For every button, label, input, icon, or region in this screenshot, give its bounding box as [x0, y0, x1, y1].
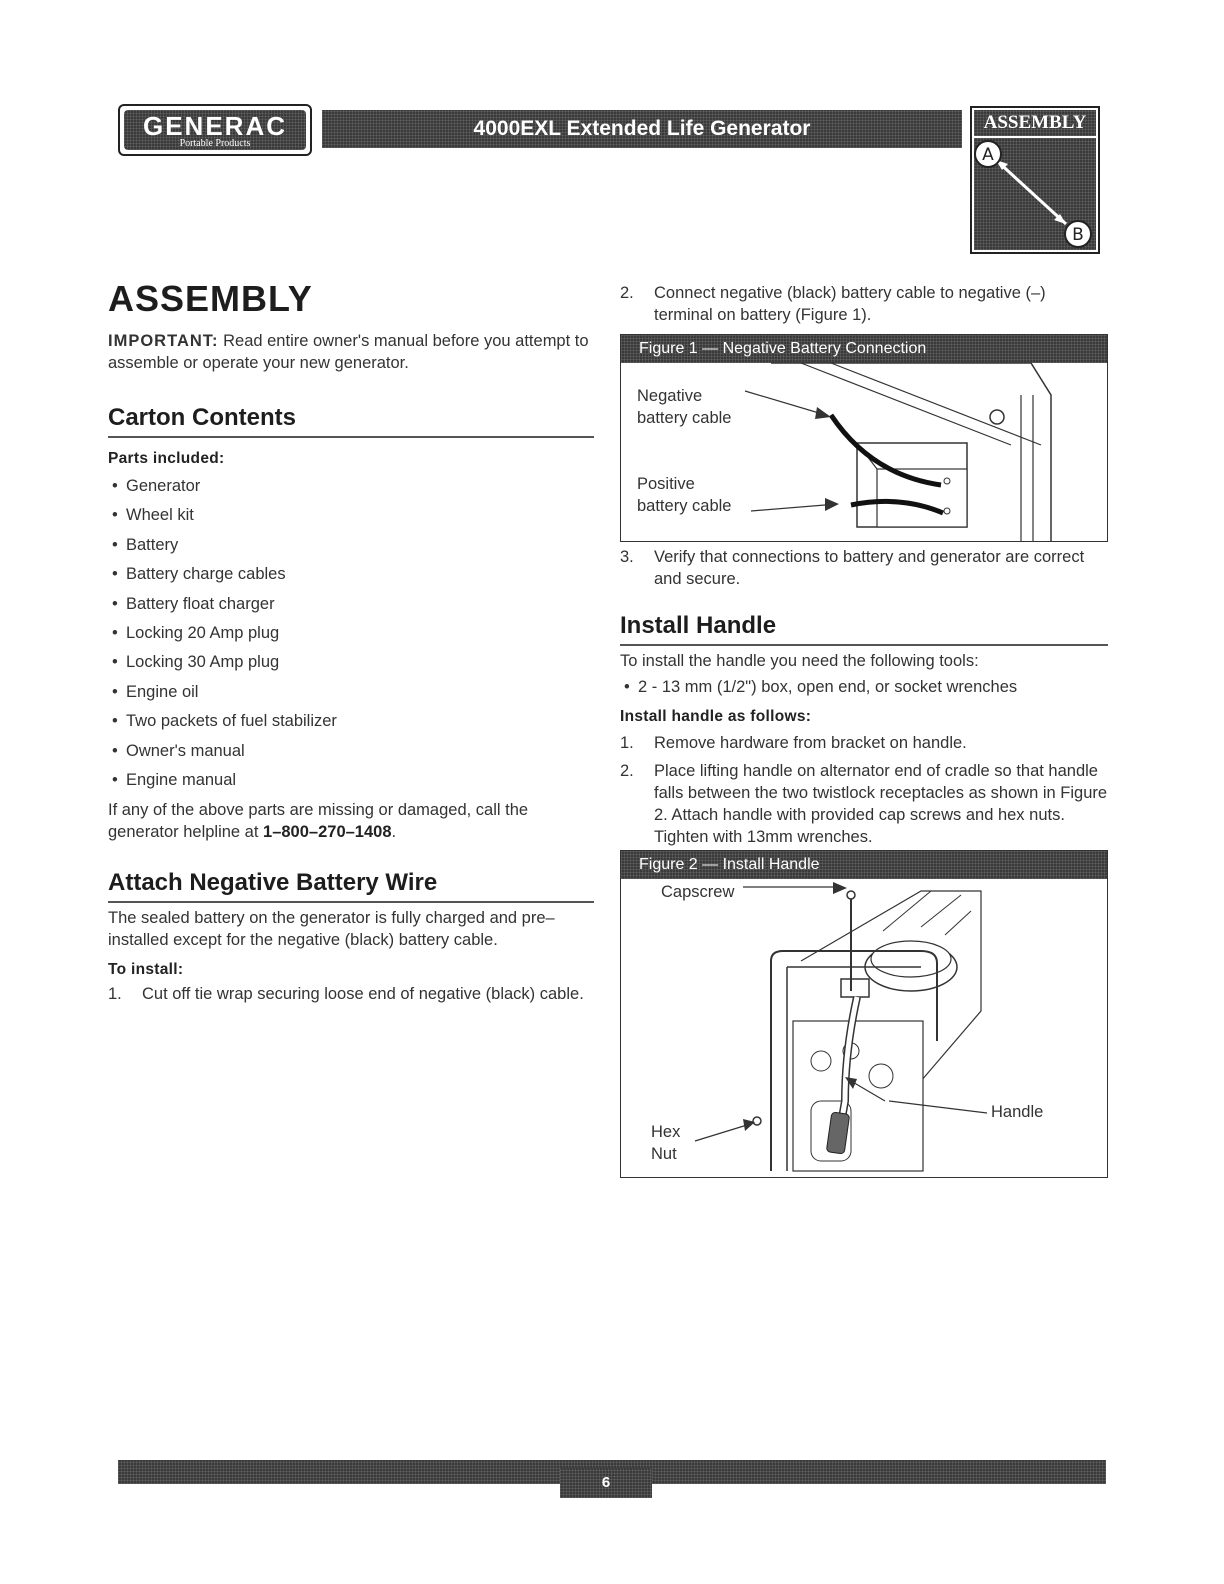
generac-logo [118, 104, 312, 156]
handle-steps-heading: Install handle as follows: [620, 708, 812, 725]
attach-battery-text: The sealed battery on the generator is fully charged and pre–installed except for the negative (black) battery cable. [108, 909, 555, 950]
left-column [108, 280, 594, 1005]
list-item: • Generator [112, 477, 201, 495]
list-item: • Battery charge cables [112, 565, 286, 584]
install-step-2: 2. Connect negative (black) battery cable to negative (–) terminal on battery (Figure 1). [620, 284, 1046, 324]
handle-intro: To install the handle you need the following tools: [620, 652, 979, 670]
page-title: ASSEMBLY [108, 278, 313, 319]
svg-text:B: B [1072, 225, 1084, 245]
assembly-section-tab [970, 106, 1100, 254]
handle-step-1: 1. Remove hardware from bracket on handle. [620, 734, 967, 752]
install-step-1: 1. Cut off tie wrap securing loose end of negative (black) cable. [108, 985, 584, 1004]
label-positive: Positive [637, 475, 695, 493]
list-item: • Battery float charger [112, 594, 275, 613]
label-capscrew: Capscrew [661, 883, 735, 901]
helpline-note: If any of the above parts are missing or damaged, call the generator helpline at 1–800–270–1408. [108, 801, 529, 842]
handle-step-2: 2. Place lifting handle on alternator end of cradle so that handle falls between the two twistlock receptacles as shown in Figure 2. Attach handle with provided cap screws and hex nuts. Tighten with 13mm wrenches. [620, 762, 1108, 846]
tab-label: ASSEMBLY [974, 110, 1096, 136]
to-install-heading: To install: [108, 961, 184, 979]
figure-1-title: Figure 1 — Negative Battery Connection [621, 335, 1107, 363]
important-note: IMPORTANT: Read entire owner's manual before you attempt to assemble or operate your new generator. [108, 332, 589, 372]
svg-text:A: A [982, 145, 994, 165]
label-hex: Hex [651, 1123, 681, 1141]
label-negative-cable: battery cable [637, 409, 732, 427]
list-item: • Wheel kit [112, 506, 194, 525]
right-column [620, 282, 1108, 1178]
header-title: 4000EXL Extended Life Generator [322, 110, 962, 148]
label-handle: Handle [991, 1103, 1044, 1121]
label-negative: Negative [637, 387, 703, 405]
list-item: • Battery [112, 535, 179, 554]
list-item: • Two packets of fuel stabilizer [112, 712, 337, 731]
attach-battery-heading: Attach Negative Battery Wire [108, 869, 594, 903]
figure-2 [620, 850, 1108, 1178]
figure-2-title: Figure 2 — Install Handle [621, 851, 1107, 879]
install-handle-heading: Install Handle [620, 612, 1108, 646]
carton-contents-heading: Carton Contents [108, 404, 594, 438]
list-item: • Engine manual [112, 771, 237, 790]
label-nut: Nut [651, 1145, 677, 1163]
tab-illustration [974, 138, 1096, 250]
list-item: • Locking 20 Amp plug [112, 624, 280, 643]
label-positive-cable: battery cable [637, 497, 732, 515]
logo-brand: GENERAC [142, 111, 287, 141]
parts-included-heading: Parts included: [108, 450, 225, 467]
logo-subtitle: Portable Products [179, 138, 251, 149]
install-step-3: 3. Verify that connections to battery and generator are correct and secure. [620, 548, 1085, 588]
tool-item: • 2 - 13 mm (1/2") box, open end, or socket wrenches [624, 678, 1018, 696]
list-item: • Engine oil [112, 682, 199, 701]
parts-list [108, 472, 594, 795]
logo-inner [124, 110, 306, 150]
page-number: 6 [601, 1474, 611, 1491]
figure-1 [620, 334, 1108, 542]
list-item: • Locking 30 Amp plug [112, 653, 280, 672]
list-item: • Owner's manual [112, 741, 245, 760]
